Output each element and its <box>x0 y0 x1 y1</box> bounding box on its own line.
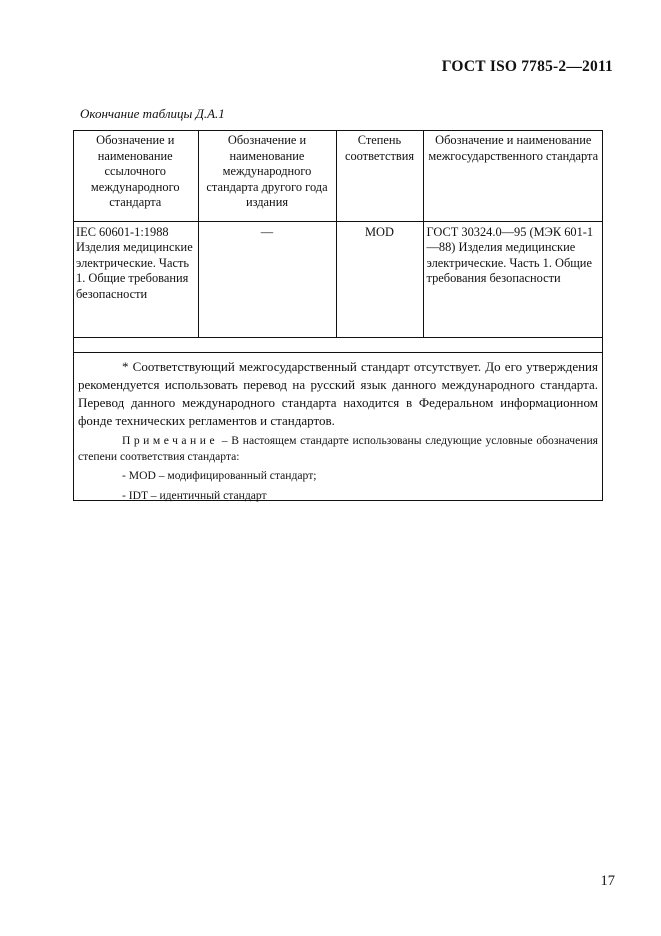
column-header-other-edition-standard: Обозначение и наименование международного стандарта другого года издания <box>198 130 336 221</box>
column-header-interstate-standard: Обозначение и наименование межгосударственного стандарта <box>423 130 603 221</box>
table-row <box>73 221 603 337</box>
table-notes <box>74 352 602 500</box>
cell-reference-standard: IEC 60601-1:1988 Изделия медицинские электрические. Часть 1. Общие требования безопасности <box>73 221 198 337</box>
table-header-row <box>73 130 603 221</box>
note-list-item-mod: - MOD – модифицированный стандарт; <box>122 469 317 482</box>
column-header-degree-of-conformity: Степень соответствия <box>336 130 423 221</box>
cell-other-edition-standard: — <box>198 221 336 337</box>
column-header-reference-standard: Обозначение и наименование ссылочного международного стандарта <box>73 130 198 221</box>
footnote-text: * Соответствующий межгосударственный стандарт отсутствует. До его утверждения рекомендуется использовать перевод на русский язык данного международного стандарта. Перевод данного международного стандарта находится в Федеральном информационном фонде технических регламентов и стандартов. <box>78 359 598 428</box>
note-label: Примечание <box>122 434 219 447</box>
page-number: 17 <box>600 873 615 889</box>
table-caption: Окончание таблицы Д.А.1 <box>80 106 225 121</box>
cell-interstate-standard: ГОСТ 30324.0—95 (МЭК 601-1—88) Изделия медицинские электрические. Часть 1. Общие требования безопасности <box>423 221 603 337</box>
note-list-item-idt: - IDT – идентичный стандарт <box>122 489 267 502</box>
cell-degree-of-conformity: MOD <box>336 221 423 337</box>
standards-table <box>73 130 603 338</box>
note-paragraph <box>78 433 598 465</box>
note-text: – В настоящем стандарте использованы следующие условные обозначения степени соответствия стандарта: <box>78 434 598 463</box>
document-header-title: ГОСТ ISO 7785-2—2011 <box>441 58 613 75</box>
